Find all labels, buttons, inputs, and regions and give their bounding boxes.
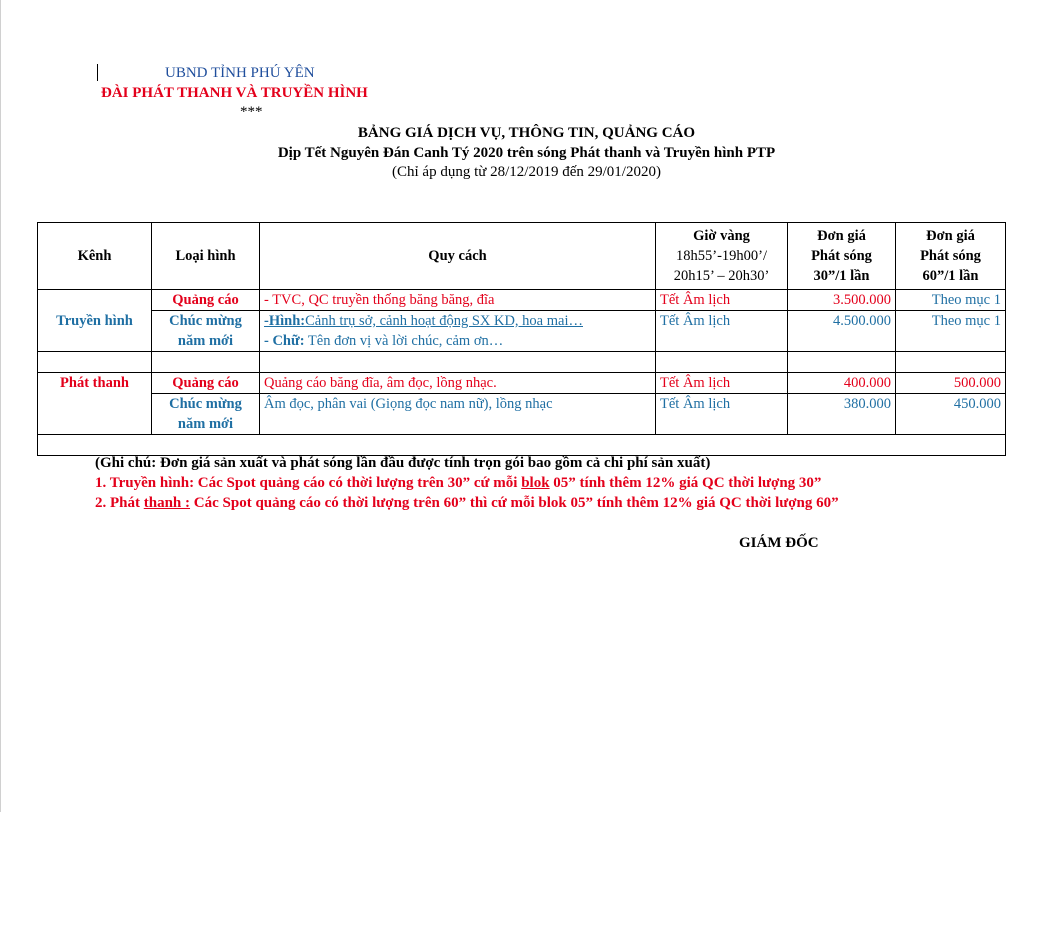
page-left-edge [0,0,1,812]
header-golden-title: Giờ vàng [693,228,750,244]
header-price-60-line2: Phát sóng [920,248,981,264]
radio-greeting-golden: Tết Âm lịch [656,394,788,435]
table-row [38,394,1006,435]
tv-greeting-price-30: 4.500.000 [788,311,896,352]
note-general: (Ghi chú: Đơn giá sản xuất và phát sóng lần đầu được tính trọn gói bao gồm cả chi phí sản xuất) [95,455,711,471]
header-price-30-line2: Phát sóng [811,248,872,264]
document-period: (Chỉ áp dụng từ 28/12/2019 đến 29/01/2020) [392,164,661,180]
tv-ad-price-60: Theo mục 1 [896,290,1006,311]
price-table [37,222,1006,456]
header-golden-hour [656,223,788,290]
signature-title: GIÁM ĐỐC [739,535,819,551]
tv-greeting-spec [260,311,656,352]
tv-greeting-type-line2: năm mới [177,333,234,349]
radio-greeting-type-line1: Chúc mừng [169,396,242,412]
radio-ad-spec: Quảng cáo băng đĩa, âm đọc, lồng nhạc. [260,373,656,394]
radio-greeting-spec: Âm đọc, phân vai (Giọng đọc nam nữ), lồng nhạc [260,394,656,435]
tv-ad-spec: - TVC, QC truyền thống băng băng, đĩa [260,290,656,311]
text-cursor [97,64,98,81]
document-title: BẢNG GIÁ DỊCH VỤ, THÔNG TIN, QUẢNG CÁO [357,125,696,141]
note-tv: 1. Truyền hình: Các Spot quảng cáo có thời lượng trên 30” cứ mỗi blok 05” tính thêm 12% giá QC thời lượng 30” [95,475,822,491]
tv-greeting-type-line1: Chúc mừng [169,313,242,329]
tv-greeting-image-text: Cảnh trụ sở, cảnh hoạt động SX KD, hoa mai… [305,313,583,329]
channel-radio: Phát thanh [38,373,152,435]
tv-greeting-text-label: - Chữ: [264,333,305,349]
tv-greeting-price-60: Theo mục 1 [896,311,1006,352]
radio-ad-type: Quảng cáo [152,373,260,394]
table-row [38,373,1006,394]
radio-ad-golden: Tết Âm lịch [656,373,788,394]
header-spec: Quy cách [260,223,656,290]
header-price-60 [896,223,1006,290]
table-header-row [38,223,1006,290]
table-row [38,311,1006,352]
header-type: Loại hình [152,223,260,290]
header-golden-time-1: 18h55’-19h00’/ [675,248,767,264]
header-price-60-line1: Đơn giá [926,228,975,244]
tv-ad-price-30: 3.500.000 [788,290,896,311]
tv-ad-type: Quảng cáo [152,290,260,311]
channel-tv: Truyền hình [38,290,152,352]
station-name: ĐÀI PHÁT THANH VÀ TRUYỀN HÌNH [101,85,368,101]
document-subtitle: Dịp Tết Nguyên Đán Canh Tý 2020 trên sóng Phát thanh và Truyền hình PTP [277,145,776,161]
header-separator: *** [240,104,263,120]
radio-ad-price-60: 500.000 [896,373,1006,394]
tv-greeting-golden: Tết Âm lịch [656,311,788,352]
tv-greeting-image-label: -Hình: [264,313,306,329]
radio-ad-price-30: 400.000 [788,373,896,394]
tv-greeting-text-text: Tên đơn vị và lời chúc, cảm ơn… [307,333,504,349]
tv-greeting-type [152,311,260,352]
radio-greeting-price-60: 450.000 [896,394,1006,435]
radio-greeting-type [152,394,260,435]
agency-name: UBND TỈNH PHÚ YÊN [165,65,315,81]
header-price-30-line1: Đơn giá [817,228,866,244]
header-price-30 [788,223,896,290]
note-radio: 2. Phát thanh : Các Spot quảng cáo có thời lượng trên 60” thì cứ mỗi blok 05” tính thêm 12% giá QC thời lượng 60” [95,495,839,511]
table-row [38,290,1006,311]
tv-ad-golden: Tết Âm lịch [656,290,788,311]
note-radio-word: thanh : [143,495,191,511]
table-spacer-row [38,352,1006,373]
header-price-30-line3: 30”/1 lần [813,268,870,284]
note-tv-word: blok [521,475,550,491]
header-channel: Kênh [38,223,152,290]
header-price-60-line3: 60”/1 lần [922,268,979,284]
radio-greeting-type-line2: năm mới [177,416,234,432]
radio-greeting-price-30: 380.000 [788,394,896,435]
table-footer-row [38,435,1006,456]
header-golden-time-2: 20h15’ – 20h30’ [673,268,770,284]
